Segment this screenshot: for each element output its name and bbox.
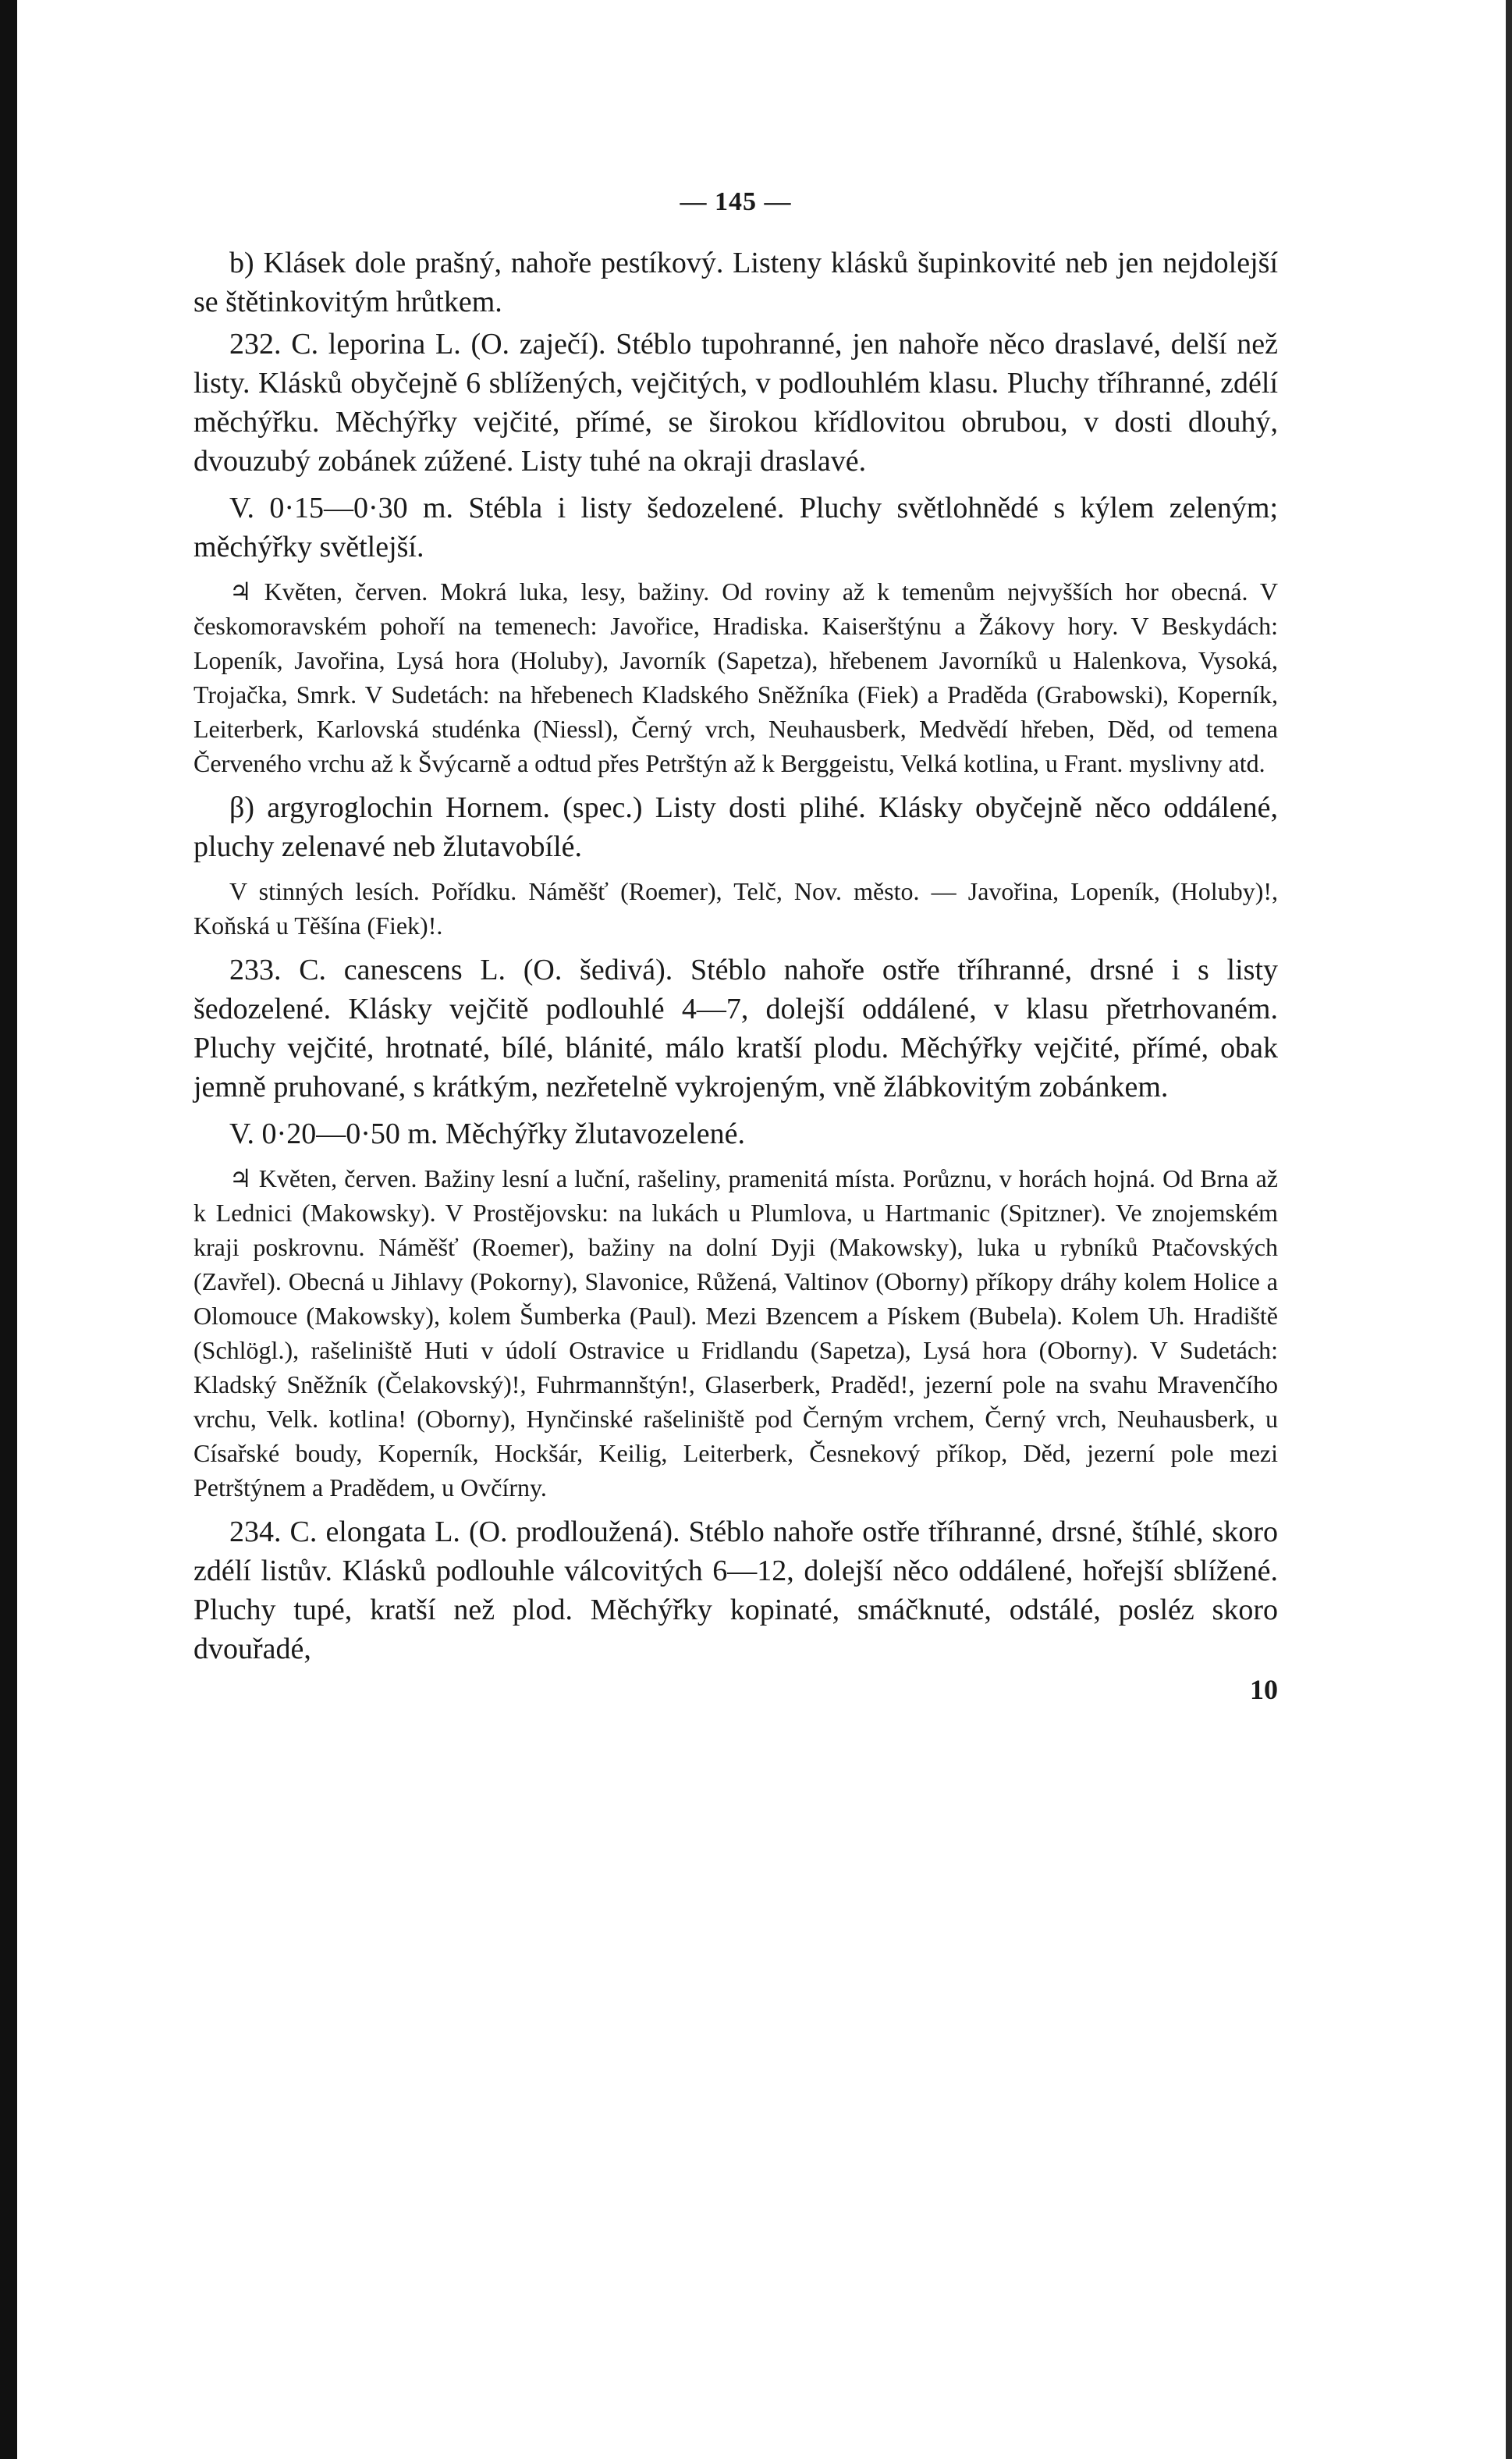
paragraph-232-locality: ♃ Květen, červen. Mokrá luka, lesy, bažiny. Od roviny až k temenům nejvyšších hor obecná. V českomoravském pohoří na temenech: Javořice, Hradiska. Kaiserštýnu a Žákovy hory. V Beskydách: Lopeník, Javořina, Lysá hora (Holuby), Javorník (Sapetza), hřebenem Javorníků u Halenkova, Vysoká, Trojačka, Smrk. V Sudetách: na hřebenech Kladského Sněžníka (Fiek) a Praděda (Grabowski), Koperník, Leiterberk, Karlovská studénka (Niessl), Černý vrch, Neuhausberk, Medvědí hřeben, Děd, od temena Červeného vrchu až k Švýcarně a odtud přes Petrštýn až k Berggeistu, Velká kotlina, u Frant. myslivny atd.: [193, 577, 1278, 777]
paragraph-234-description: 234. C. elongata L. (O. prodloužená). Stéblo nahoře ostře tříhranné, drsné, štíhlé, skoro zdélí listův. Klásků podlouhle válcovitých 6—12, dolejší něco oddálené, hořejší sblížené. Pluchy tupé, kratší než plod. Měchýřky kopinaté, smáčknuté, odstálé, posléz skoro dvouřadé,: [193, 1516, 1278, 1665]
scan-edge-left: [0, 0, 17, 2459]
paragraph-233-locality: ♃ Květen, červen. Bažiny lesní a luční, rašeliny, pramenitá místa. Porůznu, v horách hojná. Od Brna až k Lednici (Makowsky). V Prostějovsku: na lukách u Plumlova, u Hartmanic (Spitzner). Ve znojemském kraji poskrovnu. Náměšť (Roemer), bažiny na dolní Dyji (Makowsky), luka u rybníků Ptačovských (Zavřel). Obecná u Jihlavy (Pokorny), Slavonice, Růžená, Valtinov (Oborny) příkopy dráhy kolem Holice a Olomouce (Makowsky), kolem Šumberka (Paul). Mezi Bzencem a Pískem (Bubela). Kolem Uh. Hradiště (Schlögl.), rašeliniště Huti v údolí Ostravice u Fridlandu (Sapetza), Lysá hora (Oborny). V Sudetách: Kladský Sněžník (Čelakovský)!, Fuhrmannštýn!, Glaserberk, Praděd!, jezerní pole na svahu Mravenčího vrchu, Velk. kotlina! (Oborny), Hynčinské rašeliniště pod Černým vrchem, Černý vrch, Neuhausberk, u Císařské boudy, Koperník, Hockšár, Keilig, Leiterberk, Česnekový příkop, Děd, jezerní pole mezi Petrštýnem a Pradědem, u Ovčírny.: [193, 1164, 1278, 1501]
page-number: — 145 —: [680, 187, 792, 216]
paragraph-232-beta-locality: V stinných lesích. Pořídku. Náměšť (Roemer), Telč, Nov. město. — Javořina, Lopeník, (Holuby)!, Koňská u Těšína (Fiek)!.: [193, 877, 1278, 940]
scan-edge-right: [1506, 0, 1512, 2459]
paragraph-232-description: 232. C. leporina L. (O. zaječí). Stéblo tupohranné, jen nahoře něco draslavé, delší než listy. Klásků obyčejně 6 sblížených, vejčitých, v podlouhlém klasu. Pluchy tříhranné, zdélí měchýřku. Měchýřky vejčité, přímé, se širokou křídlovitou obrubou, v dosti dlouhý, dvouzubý zobánek zúžené. Listy tuhé na okraji draslavé.: [193, 328, 1278, 478]
paragraph-klasek-dole: b) Klásek dole prašný, nahoře pestíkový. Listeny klásků šupinkovité neb jen nejdolejší se štětinkovitým hrůtkem.: [193, 247, 1278, 318]
book-page: [193, 187, 1278, 1706]
paragraph-233-description: 233. C. canescens L. (O. šedivá). Stéblo nahoře ostře tříhranné, drsné i s listy šedozelené. Klásky vejčitě podlouhlé 4—7, dolejší oddálené, v klasu přetrhovaném. Pluchy vejčité, hrotnaté, bílé, blánité, málo kratší plodu. Měchýřky vejčité, přímé, obak jemně pruhované, s krátkým, nezřetelně vykrojeným, vně žlábkovitým zobánkem.: [193, 954, 1278, 1103]
paragraph-233-size: V. 0·20—0·50 m. Měchýřky žlutavozelené.: [229, 1118, 745, 1150]
signature-mark: 10: [1250, 1674, 1278, 1705]
paragraph-232-size: V. 0·15—0·30 m. Stébla i listy šedozelené. Pluchy světlohnědé s kýlem zeleným; měchýřky světlejší.: [193, 492, 1278, 563]
paragraph-232-beta: β) argyroglochin Hornem. (spec.) Listy dosti plihé. Klásky obyčejně něco oddálené, pluchy zelenavé neb žlutavobílé.: [193, 791, 1278, 863]
